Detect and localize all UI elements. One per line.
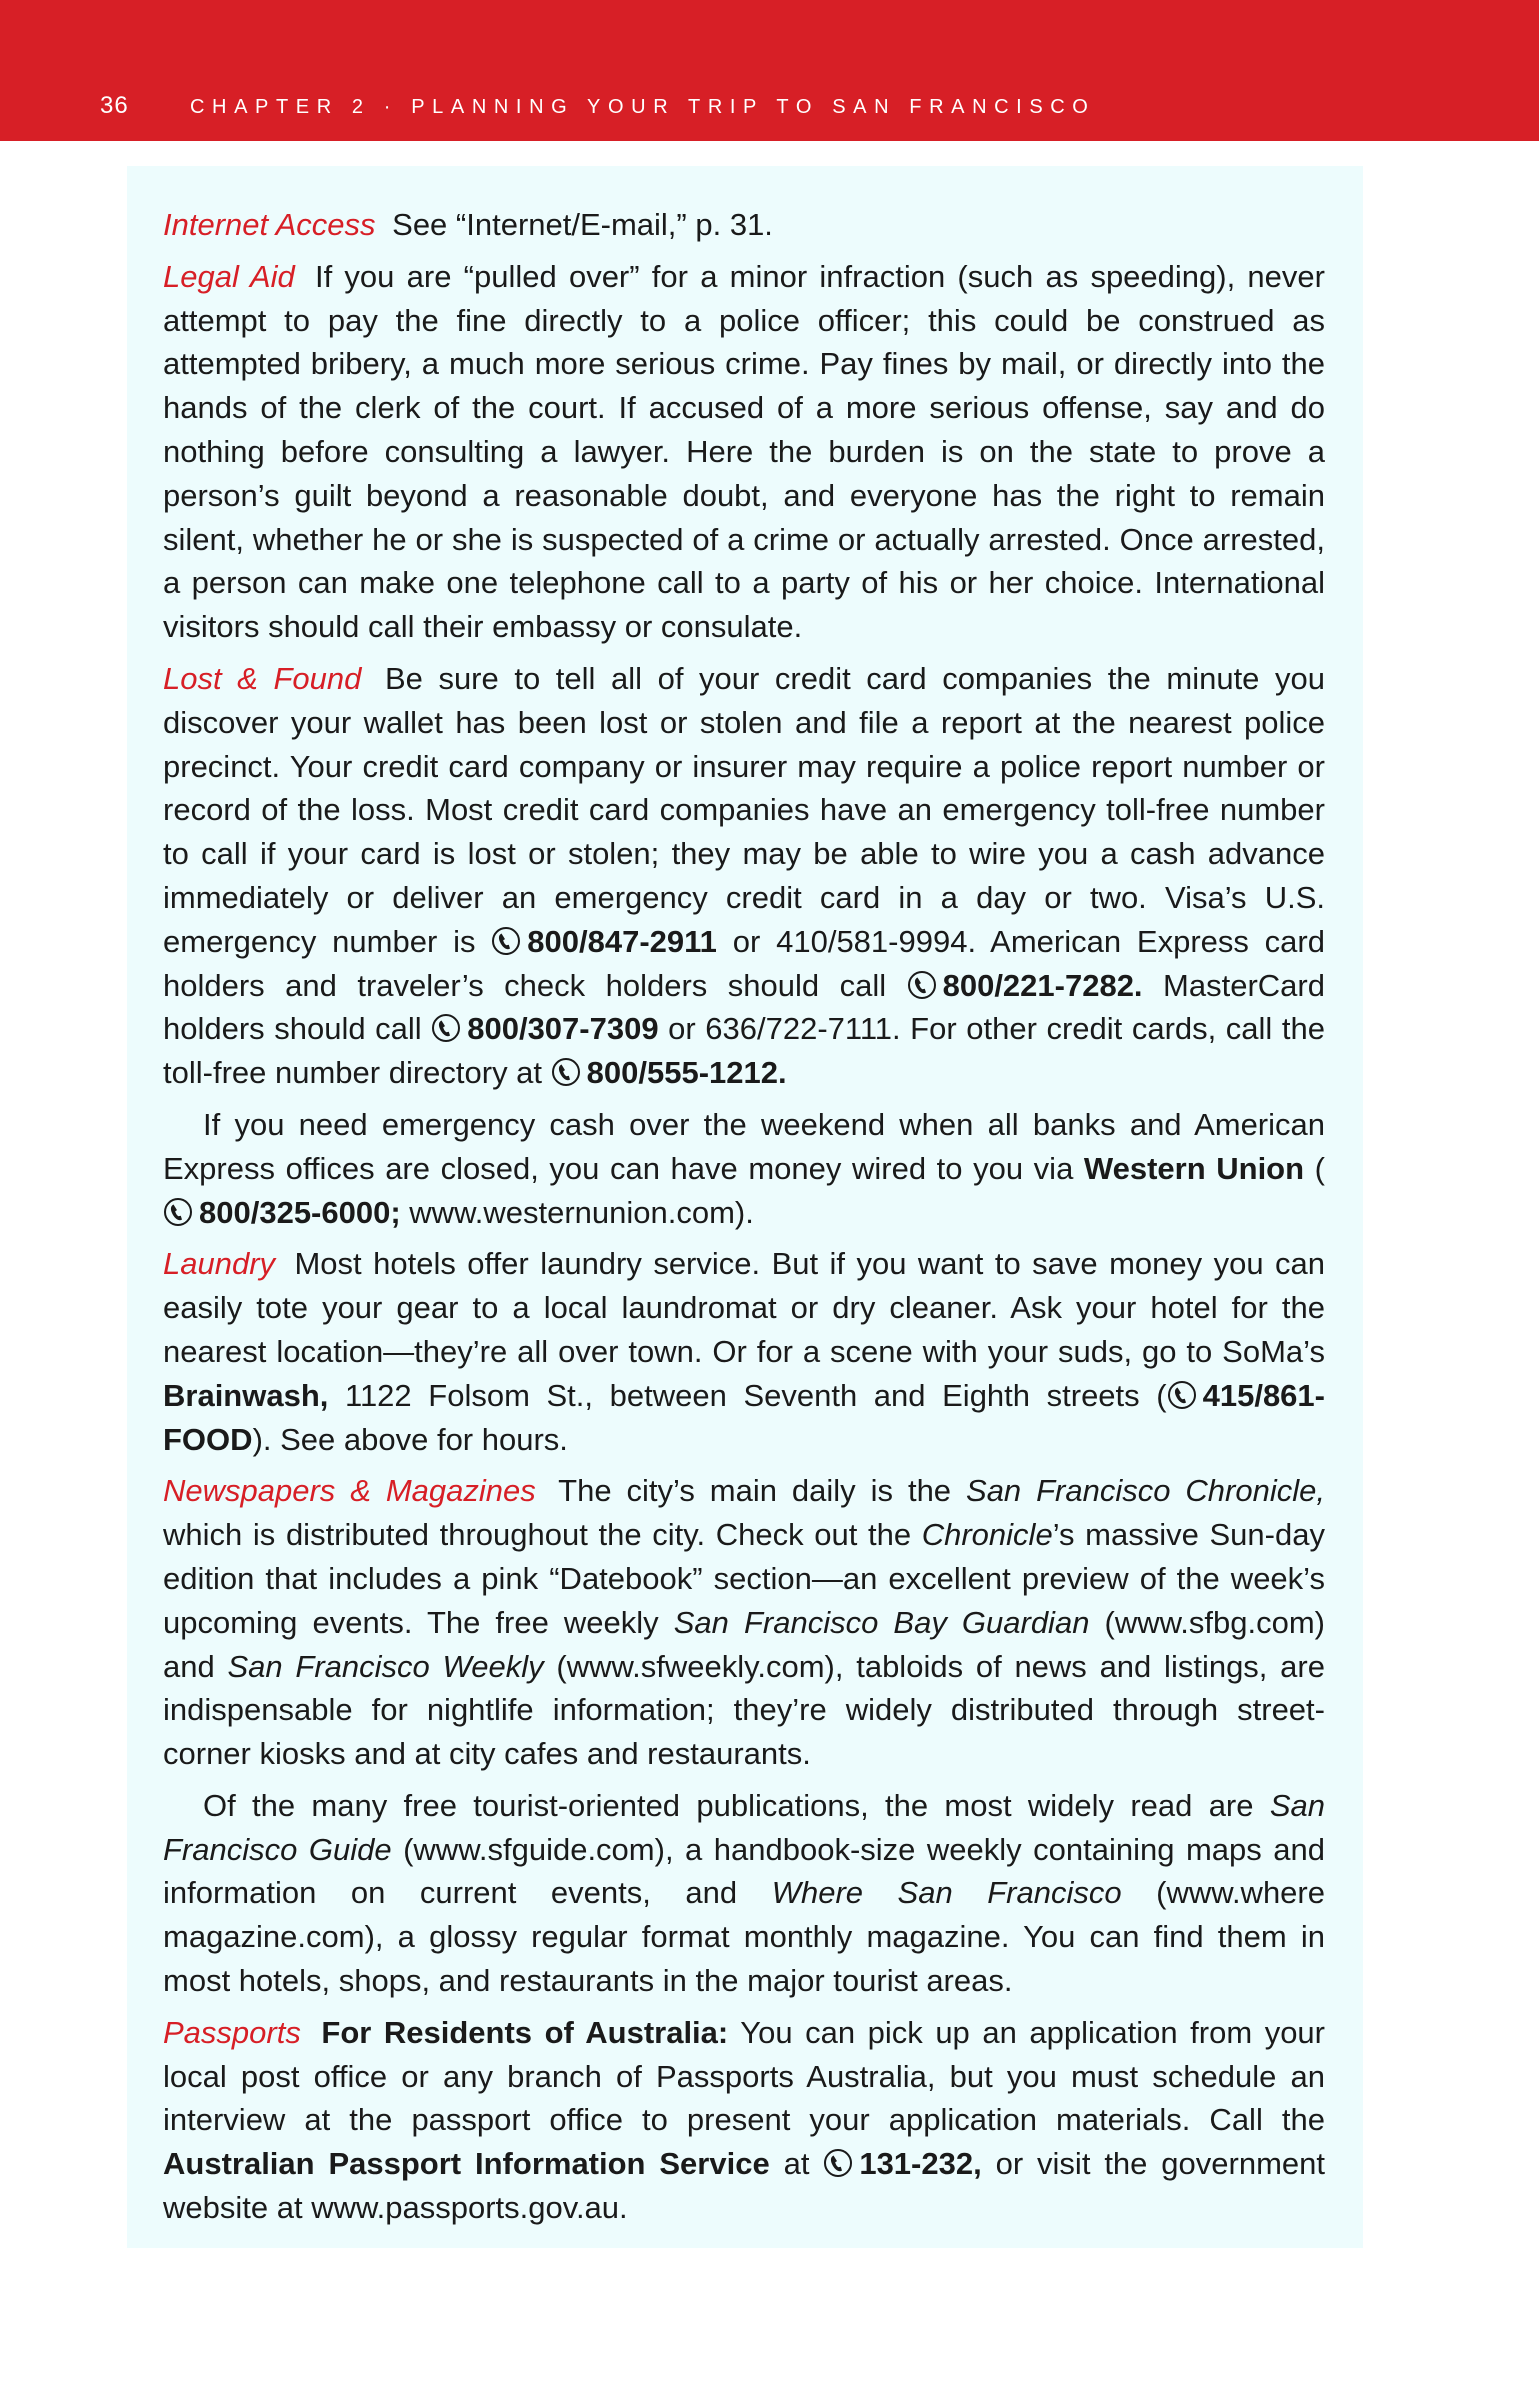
phone-icon [907,970,937,1000]
entry-text: (www.sfguide.com), a handbook-size weekly containing maps and information on current events, and [163,1831,1325,1911]
phone-number: 800/307-7309 [467,1011,659,1047]
phone-number: 800/847-2911 [527,923,717,959]
publication-title: Chronicle [921,1517,1053,1553]
entry-text: ’s massive Sun-day edition that includes a pink “Datebook” section—an excellent preview of the week’s upcoming events. The free weekly [163,1517,1325,1640]
entry-internet-access [163,203,1325,247]
phone-icon [823,2148,853,2178]
entry-term: Lost & Found [163,660,362,696]
entry-text: MasterCard holders should call [163,967,1325,1047]
entry-text: (www.where magazine.com), a glossy regular format monthly magazine. You can find them in most hotels, shops, and restaurants in the major tourist areas. [163,1875,1325,1999]
bold-heading: For Residents of Australia: [321,2014,729,2050]
entry-text: or visit the government website at www.passports.gov.au. [163,2146,1325,2226]
header-band [0,0,1539,141]
phone-number: 800/221-7282. [942,967,1143,1003]
running-head: CHAPTER 2 · PLANNING YOUR TRIP TO SAN FRANCISCO [190,96,1096,118]
phone-number: 800/325-6000; [199,1194,401,1230]
phone-number: 415/861-FOOD [163,1377,1325,1457]
entry-text: Of the many free tourist-oriented publications, the most widely read are [203,1787,1254,1823]
phone-icon [163,1197,193,1227]
entry-text: Most hotels offer laundry service. But if you want to save money you can easily tote your gear to a local laundromat or dry cleaner. Ask your hotel for the nearest location—they’re all over town. Or for a scene with your suds, go to SoMa’s [163,1246,1325,1369]
entry-laundry [163,1242,1325,1461]
entry-text: which is distributed throughout the city. Check out the [163,1517,912,1553]
publication-title: San Francisco Guide [163,1787,1325,1867]
entry-text: (www.sfweekly.com), tabloids of news and listings, are indispensable for nightlife information; they’re widely distributed through street-corner kiosks and at city cafes and restaurants. [163,1648,1325,1772]
publication-title: San Francisco Bay Guardian [673,1604,1090,1640]
entry-newspapers-continued [163,1784,1325,2003]
phone-icon [491,926,521,956]
phone-number: 131-232, [859,2146,982,2182]
publication-title: San Francisco Chronicle, [966,1473,1325,1509]
entry-lost-and-found-continued [163,1103,1325,1234]
entry-text: or 636/722-7111. For other credit cards, call the toll-free number directory at [163,1011,1325,1091]
entry-text: You can pick up an application from your local post office or any branch of Passports Australia, but you must schedule an interview at the passport office to present your application materials. Call the [163,2014,1326,2138]
phone-number: 800/555-1212. [586,1055,787,1091]
phone-icon [551,1057,581,1087]
entry-term: Laundry [163,1246,276,1282]
entry-text: www.westernunion.com). [409,1194,754,1230]
entry-passports [163,2011,1325,2230]
bold-name: Brainwash, [163,1377,329,1413]
entry-text: or 410/581-9994. American Express card holders and traveler’s check holders should call [163,923,1325,1003]
entry-text: ). See above for hours. [252,1421,568,1457]
entry-term: Newspapers & Magazines [163,1473,536,1509]
entry-term: Internet Access [163,207,376,242]
entry-text: See “Internet/E-mail,” p. 31. [392,207,773,242]
entry-lost-and-found [163,657,1325,1095]
entry-text: If you are “pulled over” for a minor infraction (such as speeding), never attempt to pay the fine directly to a police officer; this could be construed as attempted bribery, a much more serious crime. Pay fines by mail, or directly into the hands of the clerk of the court. If accused of a more serious offense, say and do nothing before consulting a lawyer. Here the burden is on the state to prove a person’s guilt beyond a reasonable doubt, and everyone has the right to remain silent, whether he or she is suspected of a crime or actually arrested. Once arrested, a person can make one telephone call to a party of his or her choice. International visitors should call their embassy or consulate. [163,258,1325,645]
bold-name: Australian Passport Information Service [163,2146,770,2182]
publication-title: Where San Francisco [771,1875,1122,1911]
page-number: 36 [100,92,129,119]
entry-text: at [783,2146,810,2182]
entry-text: The city’s main daily is the [558,1473,952,1509]
entry-term: Legal Aid [163,258,295,294]
entry-term: Passports [163,2014,301,2050]
entry-text: 1122 Folsom St., between Seventh and Eighth streets ( [345,1377,1167,1413]
entry-text: Be sure to tell all of your credit card companies the minute you discover your wallet has been lost or stolen and file a report at the nearest police precinct. Your credit card company or insurer may require a police report number or record of the loss. Most credit card companies have an emergency toll-free number to call if your card is lost or stolen; they may be able to wire you a cash advance immediately or deliver an emergency credit card in a day or two. Visa’s U.S. emergency number is [163,660,1325,959]
entry-legal-aid [163,255,1325,649]
phone-icon [431,1013,461,1043]
bold-name: Western Union [1083,1150,1305,1186]
text-body [163,203,1325,2238]
entry-newspapers-magazines [163,1469,1325,1776]
entry-text: If you need emergency cash over the weekend when all banks and American Express offices are closed, you can have money wired to you via [163,1106,1325,1186]
entry-text: (www.sfbg.com) and [163,1604,1325,1684]
phone-icon [1167,1380,1197,1410]
entry-text: ( [1314,1150,1325,1186]
publication-title: San Francisco Weekly [227,1648,544,1684]
